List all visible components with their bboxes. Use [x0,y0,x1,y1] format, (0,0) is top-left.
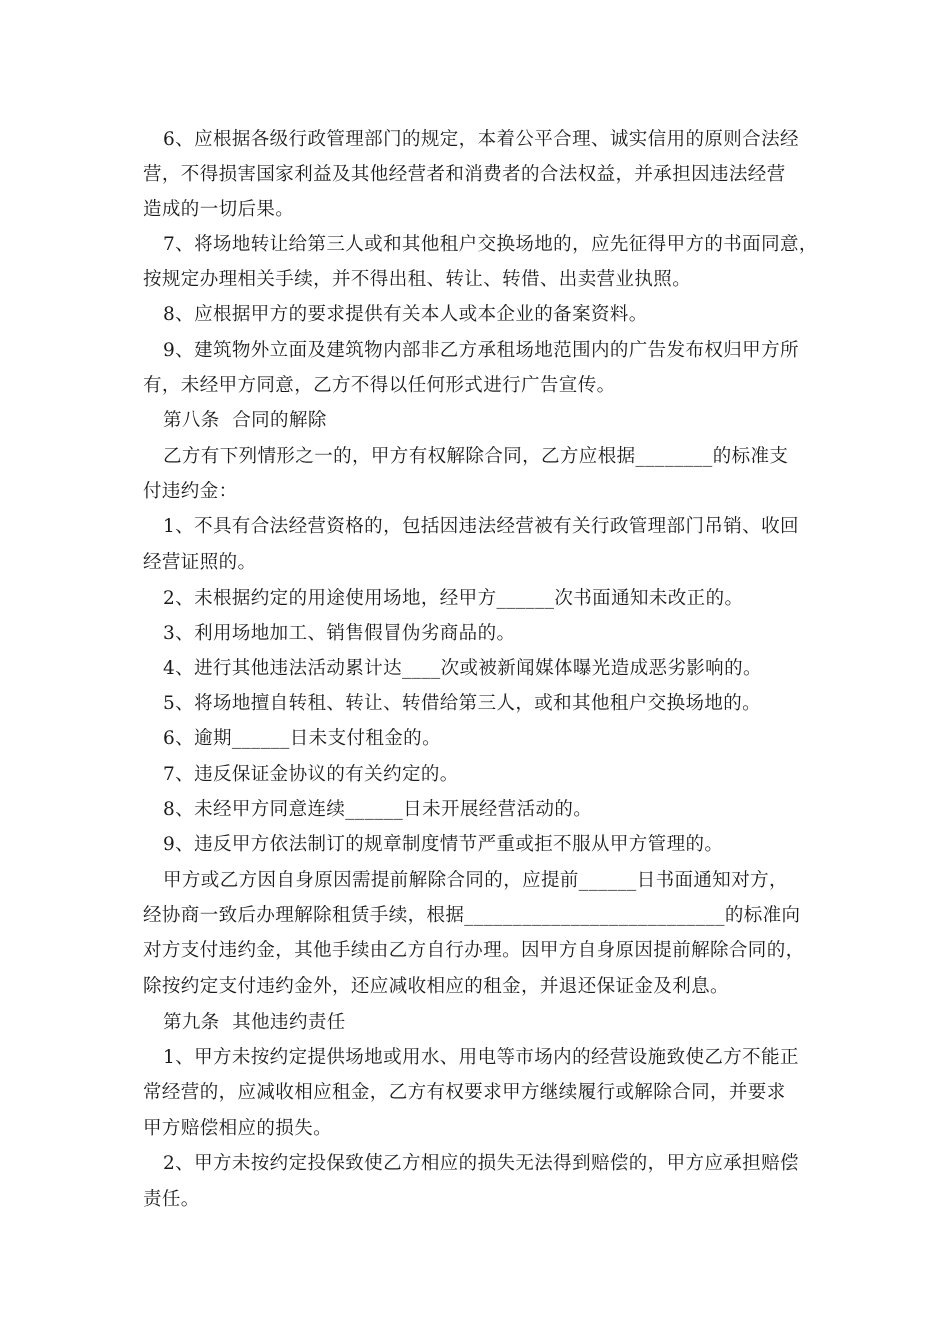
text-line: 3、利用场地加工、销售假冒伪劣商品的。 [163,623,516,644]
text-line: 甲方或乙方因自身原因需提前解除合同的，应提前______日书面通知对方， [163,870,788,891]
text-line: 2、甲方未按约定投保致使乙方相应的损失无法得到赔偿的，甲方应承担赔偿 [163,1153,799,1174]
text-line: 经协商一致后办理解除租赁手续，根据___________________________的标准向 [143,905,801,926]
text-line: 6、应根据各级行政管理部门的规定，本着公平合理、诚实信用的原则合法经 [163,129,799,150]
text-line: 按规定办理相关手续，并不得出租、转让、转借、出卖营业执照。 [143,269,692,290]
text-line: 4、进行其他违法活动累计达____次或被新闻媒体曝光造成恶劣影响的。 [163,658,762,679]
text-line: 乙方有下列情形之一的，甲方有权解除合同，乙方应根据________的标准支 [163,446,789,467]
text-line: 营，不得损害国家利益及其他经营者和消费者的合法权益，并承担因违法经营 [143,164,786,185]
text-line: 造成的一切后果。 [143,199,295,220]
text-line: 付违约金： [143,481,238,502]
text-line: 8、未经甲方同意连续______日未开展经营活动的。 [163,799,593,820]
text-line: 7、将场地转让给第三人或和其他租户交换场地的，应先征得甲方的书面同意， [163,234,818,255]
section-heading: 第九条 其他违约责任 [163,1012,346,1033]
text-line: 9、建筑物外立面及建筑物内部非乙方承租场地范围内的广告发布权归甲方所 [163,340,799,361]
text-line: 5、将场地擅自转租、转让、转借给第三人，或和其他租户交换场地的。 [163,693,762,714]
text-line: 8、应根据甲方的要求提供有关本人或本企业的备案资料。 [163,304,648,325]
text-line: 9、违反甲方依法制订的规章制度情节严重或拒不服从甲方管理的。 [163,834,724,855]
text-line: 6、逾期______日未支付租金的。 [163,728,441,749]
text-line: 甲方赔偿相应的损失。 [143,1118,333,1139]
text-line: 经营证照的。 [143,552,257,573]
text-line: 2、未根据约定的用途使用场地，经甲方______次书面通知未改正的。 [163,588,744,609]
text-line: 常经营的，应减收相应租金，乙方有权要求甲方继续履行或解除合同，并要求 [143,1082,786,1103]
text-line: 有，未经甲方同意，乙方不得以任何形式进行广告宣传。 [143,375,616,396]
section-heading: 第八条 合同的解除 [163,410,327,431]
text-line: 对方支付违约金，其他手续由乙方自行办理。因甲方自身原因提前解除合同的， [143,940,805,961]
text-line: 1、甲方未按约定提供场地或用水、用电等市场内的经营设施致使乙方不能正 [163,1047,799,1068]
text-line: 7、违反保证金协议的有关约定的。 [163,764,459,785]
text-line: 1、不具有合法经营资格的，包括因违法经营被有关行政管理部门吊销、收回 [163,516,799,537]
text-line: 除按约定支付违约金外，还应减收相应的租金，并退还保证金及利息。 [143,976,729,997]
text-line: 责任。 [143,1189,200,1210]
